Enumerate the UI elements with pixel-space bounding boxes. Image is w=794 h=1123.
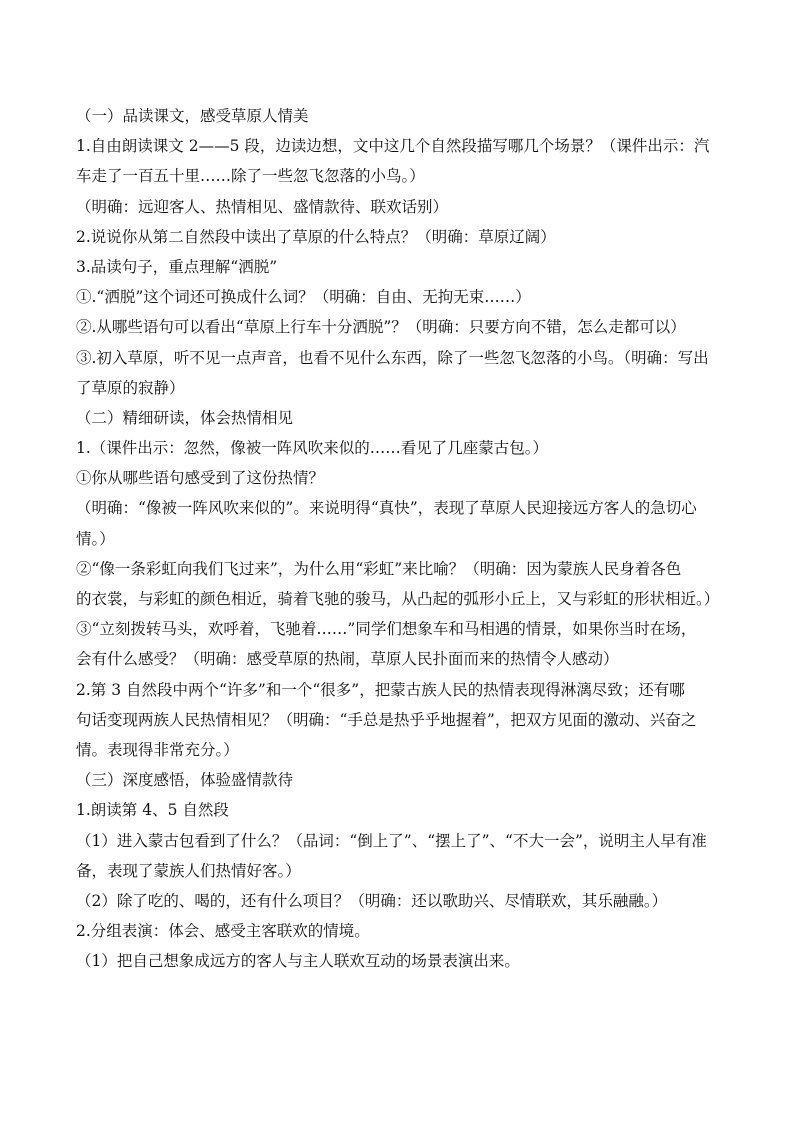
paragraph-line: （明确：“像被一阵风吹来似的”。来说明得“真快”，表现了草原人民迎接远方客人的急切心 (76, 499, 697, 518)
paragraph-line: 的衣裳，与彩虹的颜色相近，骑着飞驰的骏马，从凸起的弧形小丘上，又与彩虹的形状相近。） (76, 590, 720, 608)
paragraph-line: 1.自由朗读课文 2——5 段，边读边想，文中这几个自然段描写哪几个场景？（课件出示：汽 (76, 137, 710, 156)
paragraph-line: （1）进入蒙古包看到了什么？（品词：“倒上了”、“摆上了”、“不大一会”，说明主人早有准 (76, 831, 707, 850)
section-heading-3: （三）深度感悟，体验盛情款待 (76, 771, 294, 790)
paragraph-line: ②.从哪些语句可以看出“草原上行车十分洒脱”？（明确：只要方向不错，怎么走都可以） (76, 318, 686, 337)
paragraph-line: 1.朗读第 4、5 自然段 (76, 801, 229, 820)
paragraph-line: 2.第 3 自然段中两个“许多”和一个“很多”，把蒙古族人民的热情表现得淋漓尽致；还有哪 (76, 680, 685, 699)
paragraph-line: 情。） (76, 529, 115, 548)
paragraph-line: 2.分组表演：体会、感受主客联欢的情境。 (76, 922, 370, 941)
paragraph-line: （明确：远迎客人、热情相见、盛情款待、联欢话别） (76, 197, 449, 216)
paragraph-line: （2）除了吃的、喝的，还有什么项目？（明确：还以歌助兴、尽情联欢，其乐融融。） (76, 891, 668, 910)
paragraph-line: ③“立刻拨转马头，欢呼着，飞驰着……”同学们想象车和马相遇的情景，如果你当时在场， (76, 620, 697, 639)
paragraph-line: 3.品读句子，重点理解“洒脱” (76, 257, 278, 276)
paragraph-line: ①你从哪些语句感受到了这份热情？ (76, 469, 325, 488)
paragraph-line: 会有什么感受？（明确：感受草原的热闹，草原人民扑面而来的热情令人感动） (76, 650, 619, 669)
paragraph-line: 1.（课件出示：忽然，像被一阵风吹来似的……看见了几座蒙古包。） (76, 439, 549, 458)
paragraph-line: （1）把自己想象成远方的客人与主人联欢互动的场景表演出来。 (76, 952, 520, 971)
section-heading-1: （一）品读课文，感受草原人情美 (76, 107, 309, 125)
section-heading-2: （二）精细研读，体会热情相见 (76, 408, 294, 427)
paragraph-line: 备，表现了蒙族人们热情好客。） (76, 861, 301, 880)
paragraph-line: 情。表现得非常充分。） (76, 740, 239, 759)
paragraph-line: 车走了一百五十里……除了一些忽飞忽落的小鸟。） (76, 167, 425, 186)
paragraph-line: ①.“洒脱”这个词还可换成什么词？（明确：自由、无拘无束……） (76, 288, 531, 307)
document-body (76, 101, 724, 976)
paragraph-line: 了草原的寂静） (76, 378, 185, 397)
paragraph-line: 句话变现两族人民热情相见？（明确：“手总是热乎乎地握着”，把双方见面的激动、兴奋之 (76, 710, 697, 729)
paragraph-line: ③.初入草原，听不见一点声音，也看不见什么东西，除了一些忽飞忽落的小鸟。（明确：写出 (76, 348, 709, 367)
paragraph-line: ②“像一条彩虹向我们飞过来”，为什么用“彩虹”来比喻？（明确：因为蒙族人民身着各色 (76, 559, 682, 578)
paragraph-line: 2.说说你从第二自然段中读出了草原的什么特点？（明确：草原辽阔） (76, 227, 556, 246)
